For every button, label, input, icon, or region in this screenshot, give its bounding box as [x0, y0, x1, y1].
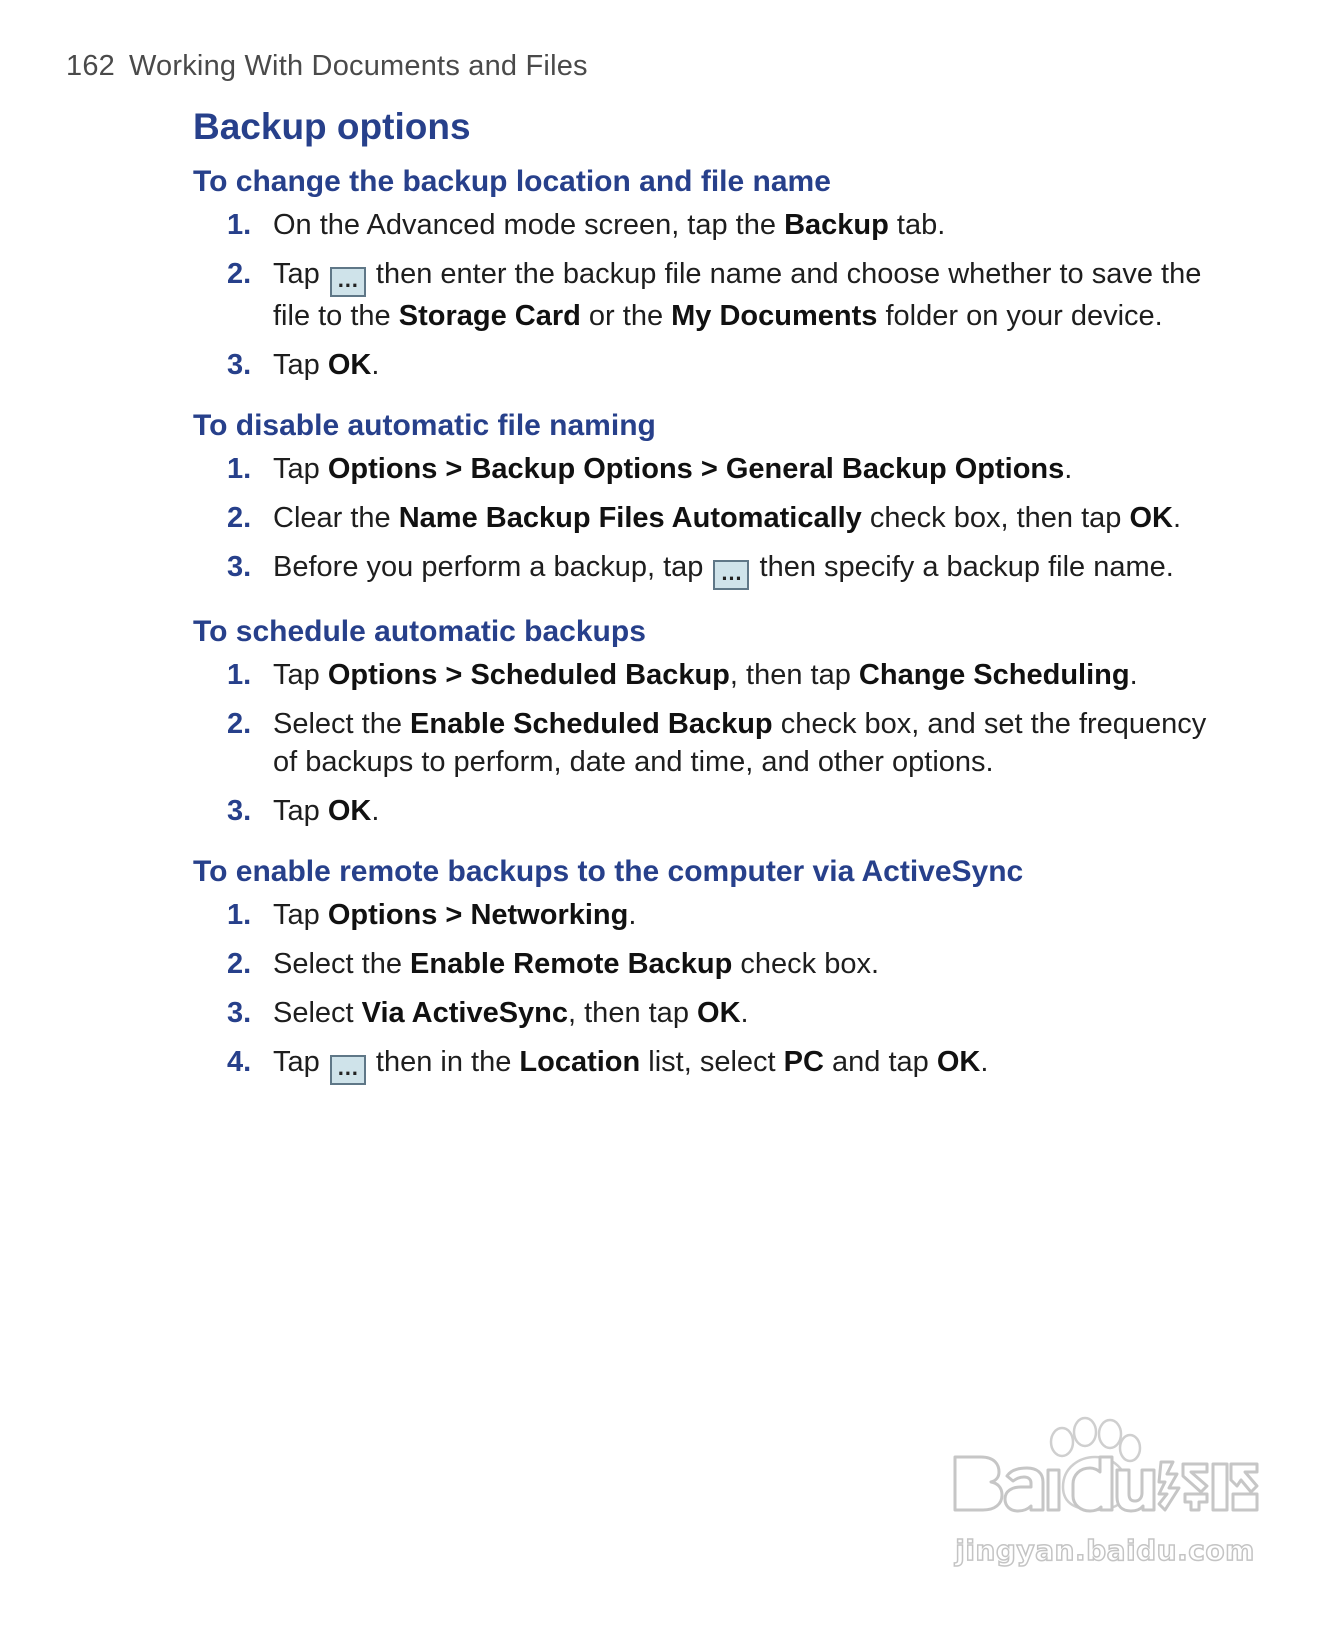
ellipsis-button-icon: …	[713, 560, 749, 590]
menu-separator: >	[437, 899, 471, 931]
step-item	[193, 896, 1213, 934]
step-text: list, select	[640, 1046, 784, 1078]
step-number: 2.	[227, 502, 252, 534]
step-item	[193, 499, 1213, 537]
step-item	[193, 792, 1213, 830]
subsection-title: To disable automatic file naming	[193, 409, 656, 442]
subsection-title: To enable remote backups to the computer via ActiveSync	[193, 855, 1024, 888]
step-text: check box.	[732, 948, 880, 980]
step-item	[193, 548, 1213, 590]
steps-list	[193, 656, 1213, 830]
step-text: On the Advanced mode screen, tap the	[273, 209, 785, 241]
ui-term: Storage Card	[398, 300, 581, 332]
step-text: check box, and set the frequency of backups to perform, date and time, and other options.	[273, 708, 1207, 778]
subsection-title: To schedule automatic backups	[193, 615, 646, 648]
step-text: .	[980, 1046, 989, 1078]
step-number: 4.	[227, 1046, 252, 1078]
ellipsis-button-icon: …	[330, 267, 366, 297]
step-text: .	[628, 899, 637, 931]
step-item	[193, 450, 1213, 488]
step-item	[193, 945, 1213, 983]
step-number: 2.	[227, 258, 252, 290]
step-text: Select the	[273, 948, 411, 980]
ui-term: Networking	[470, 899, 629, 931]
subsection-schedule-backups	[193, 612, 1213, 830]
step-number: 3.	[227, 795, 252, 827]
step-text: Select the	[273, 708, 411, 740]
step-text: or the	[580, 300, 672, 332]
step-number: 2.	[227, 708, 252, 740]
step-text: Tap	[273, 453, 328, 485]
step-text: folder on your device.	[877, 300, 1163, 332]
ui-term: OK	[936, 1046, 981, 1078]
ui-term: Options	[327, 659, 438, 691]
step-item	[193, 994, 1213, 1032]
steps-list	[193, 206, 1213, 384]
running-header	[66, 50, 588, 83]
ui-term: PC	[783, 1046, 824, 1078]
step-text: Clear the	[273, 502, 399, 534]
step-text: Tap	[273, 258, 328, 290]
step-text: .	[371, 795, 380, 827]
ui-term: Options	[327, 899, 438, 931]
step-item	[193, 1043, 1213, 1085]
main-content	[193, 104, 1213, 1107]
baidu-paw-logo-icon	[945, 1412, 1265, 1532]
step-text: Tap	[273, 349, 328, 381]
step-text: then specify a backup file name.	[751, 551, 1174, 583]
ui-term: Location	[519, 1046, 641, 1078]
ui-term: Enable Scheduled Backup	[410, 708, 773, 740]
step-number: 1.	[227, 453, 252, 485]
step-number: 3.	[227, 997, 252, 1029]
step-text: Select	[273, 997, 362, 1029]
watermark-url: jingyan.baidu.com	[955, 1534, 1255, 1567]
step-text: Tap	[273, 795, 328, 827]
step-text: .	[1129, 659, 1138, 691]
baidu-watermark	[945, 1412, 1265, 1582]
section-title: Backup options	[193, 106, 471, 147]
ui-term: Backup Options	[470, 453, 693, 485]
subsection-title: To change the backup location and file name	[193, 165, 831, 198]
ui-term: Enable Remote Backup	[410, 948, 733, 980]
step-text: , then tap	[568, 997, 698, 1029]
step-item	[193, 346, 1213, 384]
step-text: tab.	[888, 209, 946, 241]
step-text: .	[740, 997, 749, 1029]
ui-term: Scheduled Backup	[470, 659, 730, 691]
step-text: check box, then tap	[861, 502, 1130, 534]
step-item	[193, 206, 1213, 244]
step-item	[193, 656, 1213, 694]
menu-separator: >	[437, 659, 471, 691]
step-text: and tap	[823, 1046, 937, 1078]
step-text: Tap	[273, 1046, 328, 1078]
steps-list	[193, 450, 1213, 590]
step-text: then enter the backup file name and choose whether to save the file to the	[273, 258, 1202, 332]
ui-term: Change Scheduling	[858, 659, 1130, 691]
step-text: .	[1064, 453, 1073, 485]
subsection-change-backup-location	[193, 162, 1213, 384]
ui-term: Backup	[784, 209, 889, 241]
step-item	[193, 255, 1213, 335]
step-item	[193, 705, 1213, 781]
step-number: 1.	[227, 659, 252, 691]
ellipsis-button-icon: …	[330, 1055, 366, 1085]
ui-term: OK	[327, 795, 372, 827]
page-number: 162	[66, 50, 115, 82]
ui-term: Via ActiveSync	[361, 997, 569, 1029]
ui-term: Options	[327, 453, 438, 485]
chapter-title: Working With Documents and Files	[129, 50, 588, 82]
ui-term: OK	[327, 349, 372, 381]
ui-term: OK	[697, 997, 741, 1029]
ui-term: General Backup Options	[725, 453, 1065, 485]
step-text: , then tap	[729, 659, 859, 691]
step-number: 3.	[227, 349, 252, 381]
step-text: Tap	[273, 899, 328, 931]
menu-separator: >	[692, 453, 726, 485]
step-text: Tap	[273, 659, 328, 691]
step-number: 2.	[227, 948, 252, 980]
step-text: .	[1172, 502, 1182, 534]
ui-term: My Documents	[671, 300, 878, 332]
menu-separator: >	[437, 453, 471, 485]
ui-term: OK	[1129, 502, 1173, 534]
ui-term: Name Backup Files Automatically	[398, 502, 862, 534]
step-text: .	[371, 349, 380, 381]
step-text: Before you perform a backup, tap	[273, 551, 712, 583]
steps-list	[193, 896, 1213, 1085]
step-number: 1.	[227, 899, 252, 931]
step-number: 3.	[227, 551, 252, 583]
subsection-disable-auto-naming	[193, 406, 1213, 590]
step-number: 1.	[227, 209, 252, 241]
subsection-remote-backups	[193, 852, 1213, 1085]
step-text: then in the	[367, 1046, 520, 1078]
